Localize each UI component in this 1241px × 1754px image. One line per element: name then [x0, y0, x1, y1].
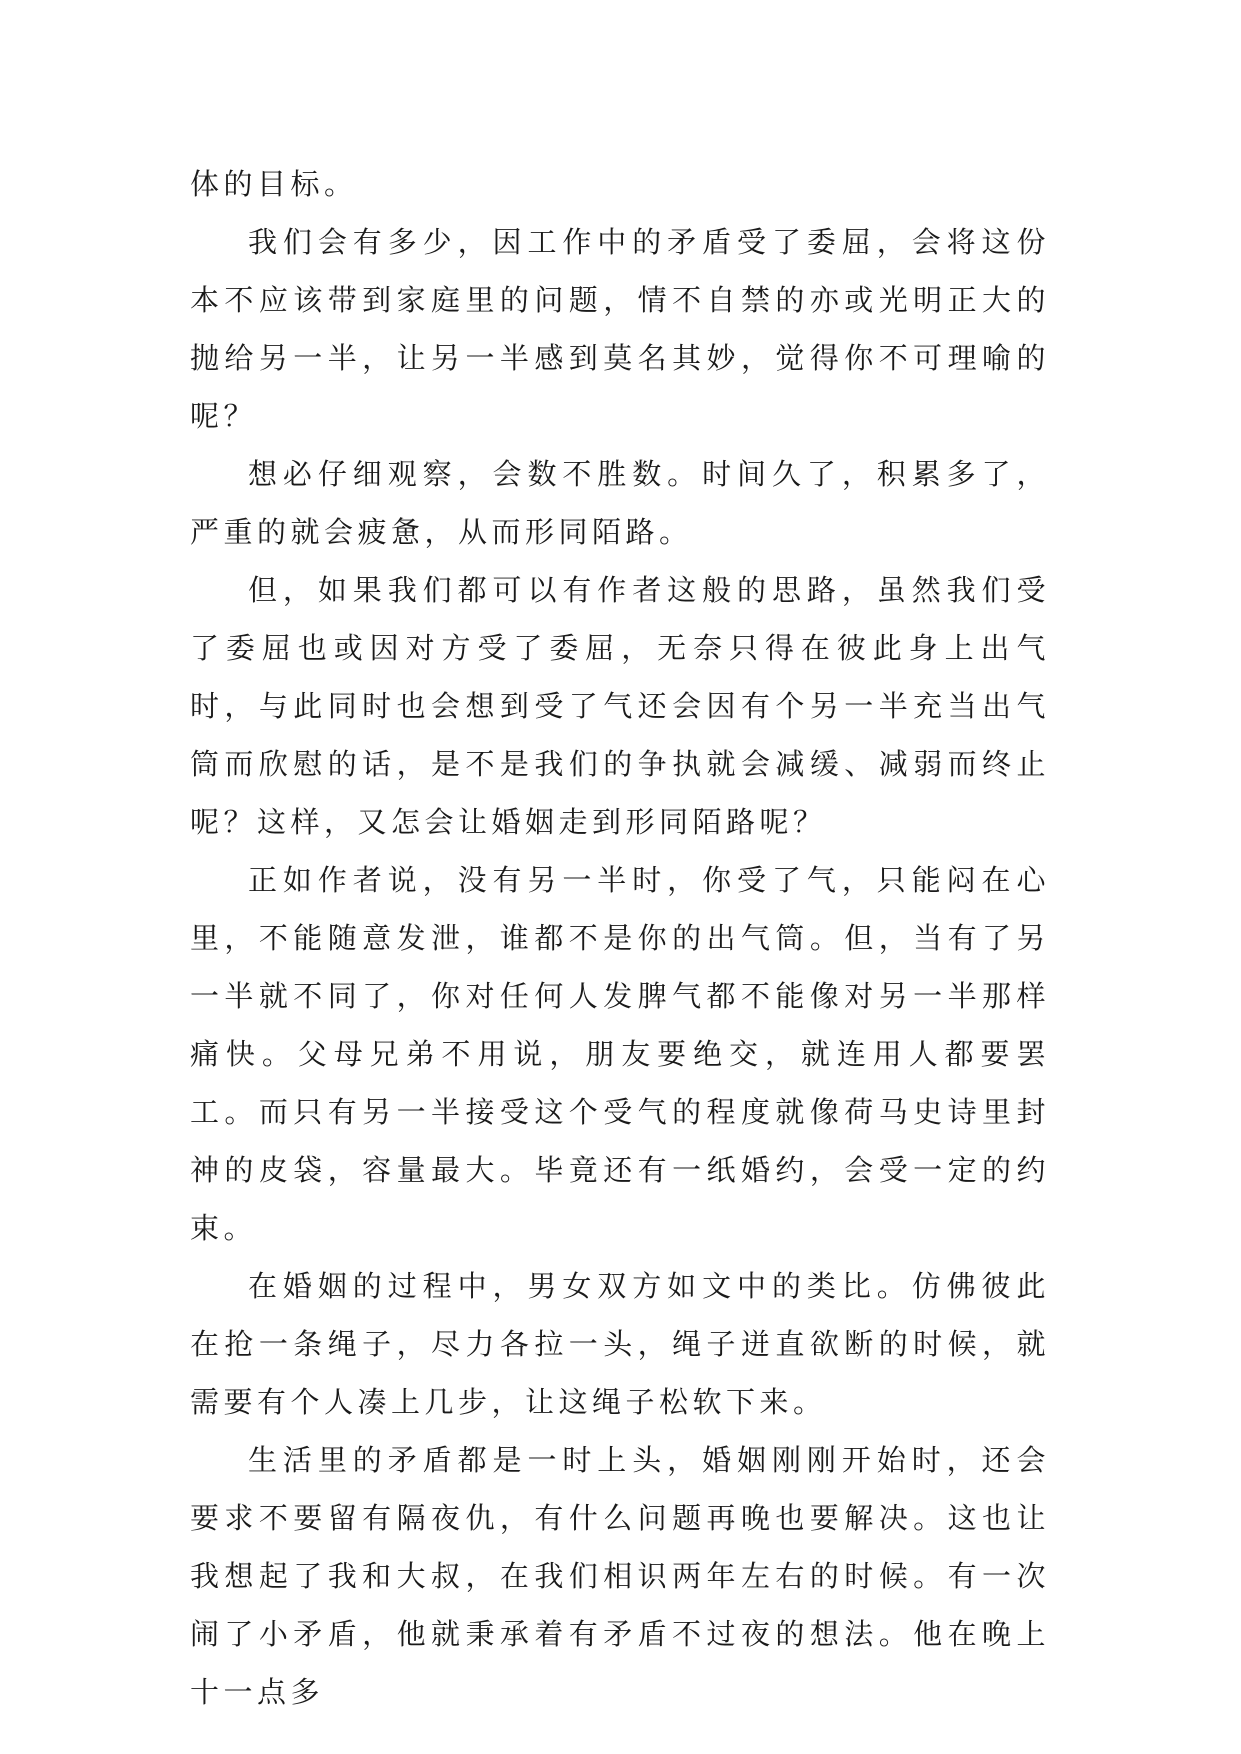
paragraph: 想必仔细观察，会数不胜数。时间久了，积累多了，严重的就会疲惫，从而形同陌路。	[190, 457, 1050, 549]
paragraph: 但，如果我们都可以有作者这般的思路，虽然我们受了委屈也或因对方受了委屈，无奈只得在彼此身上出气时，与此同时也会想到受了气还会因有个另一半充当出气筒而欣慰的话，是不是我们的争执就会减缓、减弱而终止呢？这样，又怎会让婚姻走到形同陌路呢？	[190, 573, 1050, 839]
paragraph: 生活里的矛盾都是一时上头，婚姻刚刚开始时，还会要求不要留有隔夜仇，有什么问题再晚也要解决。这也让我想起了我和大叔，在我们相识两年左右的时候。有一次闹了小矛盾，他就秉承着有矛盾不过夜的想法。他在晚上十一点多	[190, 1443, 1050, 1709]
paragraph: 我们会有多少，因工作中的矛盾受了委屈，会将这份本不应该带到家庭里的问题，情不自禁的亦或光明正大的抛给另一半，让另一半感到莫名其妙，觉得你不可理喻的呢？	[190, 225, 1050, 433]
paragraph: 在婚姻的过程中，男女双方如文中的类比。仿佛彼此在抢一条绳子，尽力各拉一头，绳子迸直欲断的时候，就需要有个人凑上几步，让这绳子松软下来。	[190, 1269, 1050, 1419]
document-body	[190, 155, 1050, 1721]
paragraph: 正如作者说，没有另一半时，你受了气，只能闷在心里，不能随意发泄，谁都不是你的出气筒。但，当有了另一半就不同了，你对任何人发脾气都不能像对另一半那样痛快。父母兄弟不用说，朋友要绝交，就连用人都要罢工。而只有另一半接受这个受气的程度就像荷马史诗里封神的皮袋，容量最大。毕竟还有一纸婚约，会受一定的约束。	[190, 863, 1050, 1245]
paragraph-continuation: 体的目标。	[190, 167, 358, 201]
